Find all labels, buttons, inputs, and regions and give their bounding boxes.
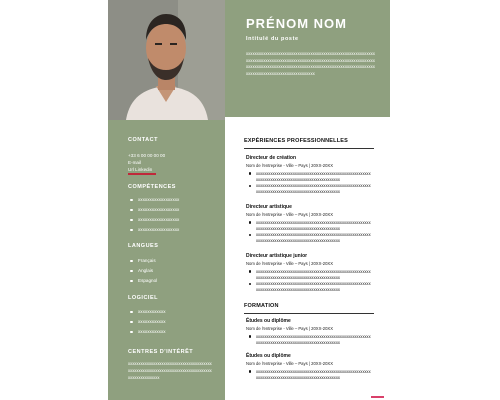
contact-heading: CONTACT [128,137,158,143]
list-item: Anglais [128,268,157,278]
list-item: xxxxxxxxxxxxxxxxxxxxxxxxxxxxxxxxxxxxxxxxxxxxxxxxxxxxxxxxxxxxxxxxxxxxxxxxxxxxxxxxxxxxxxxxxxxxxxxxx [246,171,372,183]
profile-photo [108,0,225,120]
software-list [128,309,166,339]
software-heading: LOGICIEL [128,295,158,301]
education-2-company: Nom de l'entreprise - Ville – Pays | 20XX-20XX [246,361,333,366]
experience-2-company: Nom de l'entreprise - Ville – Pays | 20XX-20XX [246,212,333,217]
contact-phone: +33 6 00 00 00 00 [128,153,166,158]
skills-heading: COMPÉTENCES [128,184,176,190]
candidate-name: PRÉNOM NOM [246,16,347,31]
languages-heading: LANGUES [128,243,159,249]
education-heading: FORMATION [244,303,279,309]
list-item: xxxxxxxxxxxxxxxxxx [128,227,179,237]
education-divider [244,313,374,314]
experience-2-title: Directeur artistique [246,204,292,210]
experience-divider [244,148,374,149]
interests-text: xxxxxxxxxxxxxxxxxxxxxxxxxxxxxxxxxxxxxxxxxxxxxxxxxxxxxxxxxxxxxxxxxxxxxxxxxxxxxxxxxxxxxxxxxxxxxxx [128,361,212,381]
experience-3-bullets [246,269,372,293]
interests-heading: CENTRES D'INTÉRÊT [128,349,194,355]
list-item: xxxxxxxxxxxxxxxxxxxxxxxxxxxxxxxxxxxxxxxxxxxxxxxxxxxxxxxxxxxxxxxxxxxxxxxxxxxxxxxxxxxxxxxxxxxxxxxxx [246,369,372,381]
list-item: xxxxxxxxxxxxxxxxxx [128,217,179,227]
contact-linkedin[interactable]: Url Linkedin [128,167,153,172]
education-1-bullets [246,334,372,346]
list-item: Espagnol [128,278,157,288]
experience-2-bullets [246,220,372,244]
list-item: xxxxxxxxxxxxxxxxxxxxxxxxxxxxxxxxxxxxxxxxxxxxxxxxxxxxxxxxxxxxxxxxxxxxxxxxxxxxxxxxxxxxxxxxxxxxxxxxx [246,281,372,293]
list-item: xxxxxxxxxxxxxxxxxx [128,197,179,207]
cv-document [108,0,390,400]
list-item: xxxxxxxxxxxxxxxxxxxxxxxxxxxxxxxxxxxxxxxxxxxxxxxxxxxxxxxxxxxxxxxxxxxxxxxxxxxxxxxxxxxxxxxxxxxxxxxxx [246,183,372,195]
education-2-title: Études ou diplôme [246,353,291,359]
list-item: xxxxxxxxxxxxxxxxxx [128,207,179,217]
languages-list [128,258,157,288]
experience-heading: EXPÉRIENCES PROFESSIONNELLES [244,138,349,144]
education-1-company: Nom de l'entreprise - Ville – Pays | 20XX-20XX [246,326,333,331]
education-1-title: Études ou diplôme [246,318,291,324]
sidebar [108,120,225,400]
experience-1-company: Nom de l'entreprise - Ville – Pays | 20XX-20XX [246,163,333,168]
contact-email[interactable]: E-mail [128,160,142,165]
experience-1-title: Directeur de création [246,155,297,161]
corner-accent-mark [371,396,384,398]
skills-list [128,197,179,237]
list-item: Français [128,258,157,268]
job-title: Intitulé du poste [246,36,299,42]
profile-summary: xxxxxxxxxxxxxxxxxxxxxxxxxxxxxxxxxxxxxxxxxxxxxxxxxxxxxxxxxxxxxxxxxxxxxxxxxxxxxxxxxxxxxxxxxxxxxxxxxxxxxxxxxxxxxxxxxxxxxxxxxxxxxxxxxxxxxxxxxxxxxxxxxxxxxxxxxxxxxxxxxxxxxxxxxxxxxxxxxxxxxxxxxxxxxxxxxxxxxxxxxxxxxxxxxxxx [246,51,375,76]
list-item: xxxxxxxxxxxxxxxxxxxxxxxxxxxxxxxxxxxxxxxxxxxxxxxxxxxxxxxxxxxxxxxxxxxxxxxxxxxxxxxxxxxxxxxxxxxxxxxxx [246,269,372,281]
experience-3-title: Directeur artistique junior [246,253,308,259]
list-item: xxxxxxxxxxxx [128,319,166,329]
list-item: xxxxxxxxxxxx [128,329,166,339]
education-2-bullets [246,369,372,381]
linkedin-underline [128,173,156,175]
list-item: xxxxxxxxxxxx [128,309,166,319]
list-item: xxxxxxxxxxxxxxxxxxxxxxxxxxxxxxxxxxxxxxxxxxxxxxxxxxxxxxxxxxxxxxxxxxxxxxxxxxxxxxxxxxxxxxxxxxxxxxxxx [246,220,372,232]
experience-1-bullets [246,171,372,195]
list-item: xxxxxxxxxxxxxxxxxxxxxxxxxxxxxxxxxxxxxxxxxxxxxxxxxxxxxxxxxxxxxxxxxxxxxxxxxxxxxxxxxxxxxxxxxxxxxxxxx [246,334,372,346]
list-item: xxxxxxxxxxxxxxxxxxxxxxxxxxxxxxxxxxxxxxxxxxxxxxxxxxxxxxxxxxxxxxxxxxxxxxxxxxxxxxxxxxxxxxxxxxxxxxxxx [246,232,372,244]
experience-3-company: Nom de l'entreprise - Ville – Pays | 20XX-20XX [246,261,333,266]
